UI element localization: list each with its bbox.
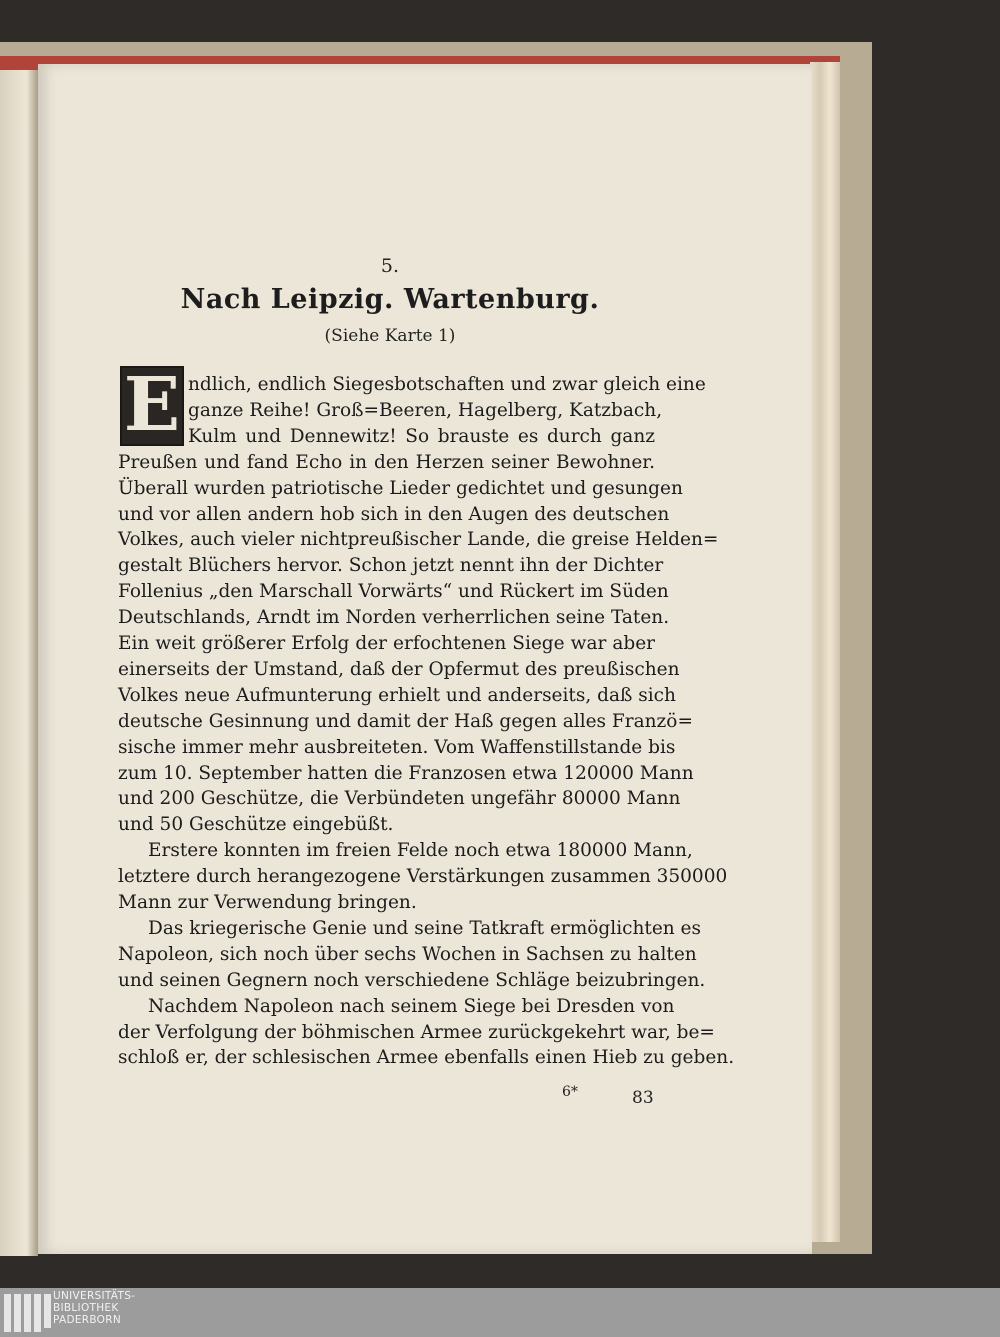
chapter-title: Nach Leipzig. Wartenburg. <box>180 284 600 315</box>
text-line: Ein weit größerer Erfolg der erfochtenen Siege war aber <box>118 633 655 654</box>
left-page-edge <box>0 70 38 1256</box>
text-line: deutsche Gesinnung und damit der Haß gegen alles Franzö= <box>118 710 693 732</box>
text-line: schloß er, der schlesischen Armee ebenfalls einen Hieb zu geben. <box>118 1047 735 1069</box>
text-line: und 50 Geschütze eingebüßt. <box>118 814 394 836</box>
library-footer <box>0 1288 1000 1337</box>
text-line: Erstere konnten im freien Felde noch etwa 180000 Mann, <box>148 840 693 862</box>
text-line: Deutschlands, Arndt im Norden verherrlichen seine Taten. <box>118 607 670 629</box>
text-line: und seinen Gegnern noch verschiedene Schläge beizubringen. <box>118 969 706 991</box>
text-line: und 200 Geschütze, die Verbündeten ungefähr 80000 Mann <box>118 788 681 810</box>
page-number: 83 <box>632 1088 654 1108</box>
text-line: Kulm und Dennewitz! So brauste es durch ganz <box>188 425 655 447</box>
text-line: Preußen und fand Echo in den Herzen seiner Bewohner. <box>118 451 655 473</box>
library-logo-text <box>53 1290 135 1326</box>
map-reference: (Siehe Karte 1) <box>324 326 456 346</box>
text-line: Mann zur Verwendung bringen. <box>118 892 417 913</box>
text-line: ndlich, endlich Siegesbotschaften und zwar gleich eine <box>188 374 706 395</box>
page-stack-edge <box>810 62 840 1242</box>
text-line: Volkes, auch vieler nichtpreußischer Lande, die greise Helden= <box>118 529 719 551</box>
text-line: sische immer mehr ausbreiteten. Vom Waffenstillstande bis <box>118 736 676 758</box>
text-line: einerseits der Umstand, daß der Opfermut des preußischen <box>118 658 680 680</box>
text-line: Volkes neue Aufmunterung erhielt und anderseits, daß sich <box>118 684 676 706</box>
text-line: Follenius „den Marschall Vorwärts“ und Rückert im Süden <box>118 581 669 603</box>
logo-line: BIBLIOTHEK <box>53 1302 119 1314</box>
text-line: ganze Reihe! Groß=Beeren, Hagelberg, Katzbach, <box>188 399 663 421</box>
ornamental-drop-cap <box>120 362 184 448</box>
signature-mark: 6* <box>562 1084 578 1100</box>
text-line: Napoleon, sich noch über sechs Wochen in Sachsen zu halten <box>118 943 697 965</box>
drop-cap-letter: E <box>123 362 181 448</box>
text-line: und vor allen andern hob sich in den Augen des deutschen <box>118 503 670 525</box>
text-line: letztere durch herangezogene Verstärkungen zusammen 350000 <box>118 866 728 888</box>
text-line: Überall wurden patriotische Lieder gedichtet und gesungen <box>118 477 683 499</box>
chapter-number: 5. <box>380 255 400 277</box>
text-line: zum 10. September hatten die Franzosen etwa 120000 Mann <box>118 762 694 784</box>
text-line: Das kriegerische Genie und seine Tatkraft ermöglichten es <box>148 917 702 939</box>
text-line: Nachdem Napoleon nach seinem Siege bei Dresden von <box>148 995 675 1017</box>
logo-line: PADERBORN <box>53 1314 121 1326</box>
text-line: der Verfolgung der böhmischen Armee zurückgekehrt war, be= <box>118 1021 715 1043</box>
logo-line: UNIVERSITÄTS- <box>53 1290 136 1302</box>
text-line: gestalt Blüchers hervor. Schon jetzt nennt ihn der Dichter <box>118 555 664 577</box>
